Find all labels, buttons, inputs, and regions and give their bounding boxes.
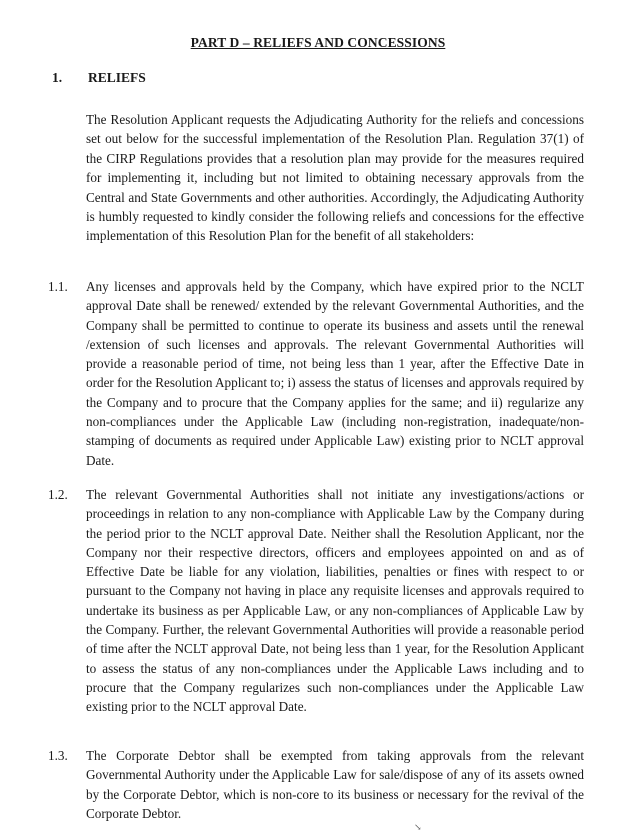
item-number: 1.1. <box>48 279 68 294</box>
item-text: Any licenses and approvals held by the Company, which have expired prior to the NCLT approval Date shall be renewed/ extended by the relevant Governmental Authorities, and the Company shall be permitted to continue to operate its business and assets until the renewal /extension of such licenses and approvals. The relevant Governmental Authorities will provide a reasonable period of time, not being less than 1 year, after the Effective Date in order for the Resolution Applicant to; i) assess the status of licenses and approvals required by the Company and to procure that the Company applies for the same; and ii) regularize any non-compliances under the Applicable Law (including non-registration, inadequate/non-stamping of documents as required under Applicable Law) existing prior to NCLT approval Date. <box>86 279 584 468</box>
item-number: 1.3. <box>48 748 68 763</box>
section-number: 1. <box>52 70 63 85</box>
scan-mark: ↘ <box>414 822 422 832</box>
item-number: 1.2. <box>48 487 68 502</box>
page-title: PART D – RELIEFS AND CONCESSIONS <box>190 35 446 50</box>
list-item <box>48 746 584 823</box>
intro-paragraph: The Resolution Applicant requests the Adjudicating Authority for the reliefs and concessions set out below for the successful implementation of the Resolution Plan. Regulation 37(1) of the CIRP Regulations provides that a resolution plan may provide for the measures required for implementing it, including but not limited to obtaining necessary approvals from the Central and State Governments and other authorities. Accordingly, the Adjudicating Authority is humbly requested to kindly consider the following reliefs and concessions for the effective implementation of this Resolution Plan for the benefit of all stakeholders: <box>86 112 584 244</box>
section-heading <box>52 70 146 86</box>
section-heading-text: RELIEFS <box>88 70 146 85</box>
list-item <box>48 485 584 717</box>
item-text: The Corporate Debtor shall be exempted from taking approvals from the relevant Governmental Authority under the Applicable Law for sale/dispose of any of its assets owned by the Corporate Debtor, which is non-core to its business or necessary for the revival of the Corporate Debtor. <box>86 748 584 821</box>
item-text: The relevant Governmental Authorities shall not initiate any investigations/actions or proceedings in relation to any non-compliance with Applicable Law by the Company during the period prior to the NCLT approval Date. Neither shall the Resolution Applicant, nor the Company nor their respective directors, officers and employees appointed on and as of Effective Date be liable for any violation, liabilities, penalties or fines with respect to or pursuant to the Company not having in place any requisite licenses and approvals required to undertake its business as per Applicable Law, or any non-compliances of Applicable Law by the Company. Further, the relevant Governmental Authorities will provide a reasonable period of time after the NCLT approval Date, not being less than 1 year, for the Resolution Applicant to assess the status of any non-compliances under the Applicable Laws including and to procure that the Company regularizes such non-compliances under the Applicable Law existing prior to the NCLT approval Date. <box>86 487 584 715</box>
list-item <box>48 277 584 470</box>
